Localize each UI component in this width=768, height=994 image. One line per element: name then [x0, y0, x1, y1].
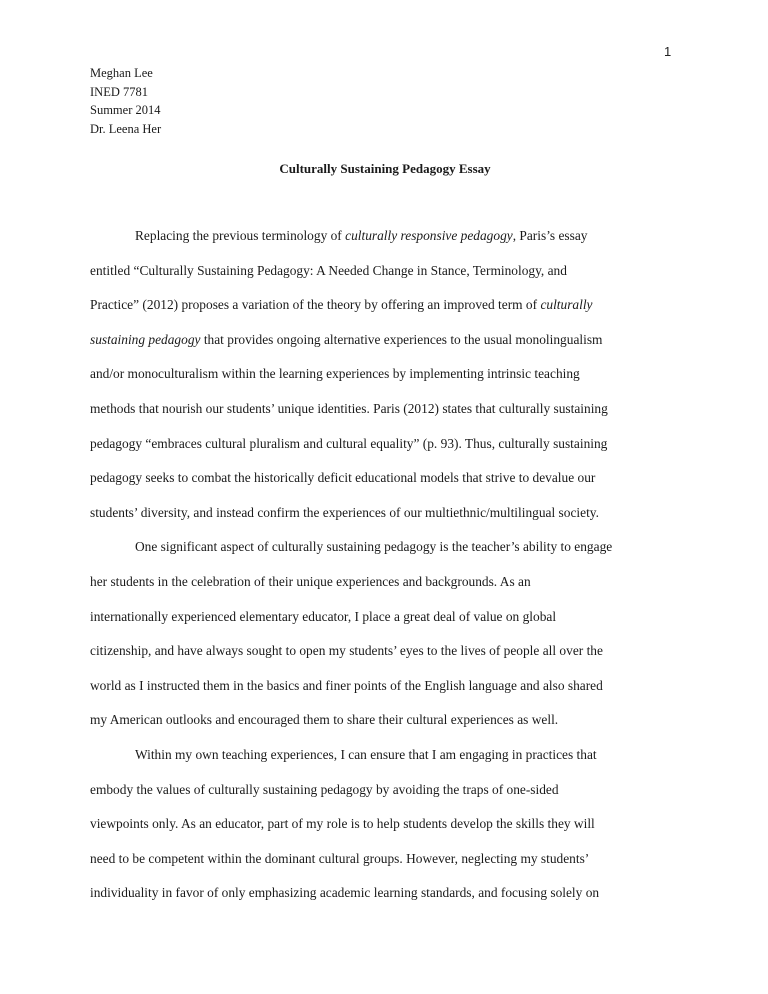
paragraph-3-line: need to be competent within the dominant cultural groups. However, neglecting my students’: [90, 850, 590, 866]
essay-heading: [90, 64, 161, 138]
essay-body: [90, 227, 690, 919]
italic-term: culturally responsive pedagogy: [345, 228, 513, 243]
paragraph-3-line: Within my own teaching experiences, I can ensure that I am engaging in practices that: [135, 746, 597, 762]
course-code: INED 7781: [90, 84, 148, 99]
paragraph-1-line: methods that nourish our students’ unique identities. Paris (2012) states that culturally sustaining: [90, 400, 608, 416]
term: Summer 2014: [90, 103, 161, 117]
paragraph-1-line: Replacing the previous terminology of culturally responsive pedagogy, Paris’s essay: [135, 228, 588, 243]
essay-title: Culturally Sustaining Pedagogy Essay: [279, 161, 491, 176]
paragraph-2-line: citizenship, and have always sought to open my students’ eyes to the lives of people all over the: [90, 643, 603, 659]
paragraph-1-line: Practice” (2012) proposes a variation of the theory by offering an improved term of culturally: [90, 297, 593, 313]
italic-term: sustaining pedagogy: [90, 331, 201, 347]
paragraph-2-line: internationally experienced elementary educator, I place a great deal of value on global: [90, 608, 557, 624]
paragraph-1-line: and/or monoculturalism within the learning experiences by implementing intrinsic teaching: [90, 366, 580, 382]
instructor-name: Dr. Leena Her: [90, 121, 162, 136]
author-name: Meghan Lee: [90, 66, 153, 80]
paragraph-2-line: world as I instructed them in the basics and finer points of the English language and also shared: [90, 677, 603, 693]
paragraph-1-line: entitled “Culturally Sustaining Pedagogy: A Needed Change in Stance, Terminology, and: [90, 262, 567, 278]
paragraph-3-line: viewpoints only. As an educator, part of my role is to help students develop the skills they will: [90, 816, 595, 832]
paragraph-1-line: sustaining pedagogy that provides ongoing alternative experiences to the usual monolingualism: [90, 331, 603, 347]
paragraph-1-line: pedagogy seeks to combat the historically deficit educational models that strive to devalue our: [90, 470, 596, 486]
paragraph-2-line: One significant aspect of culturally sustaining pedagogy is the teacher’s ability to engage: [135, 539, 613, 555]
paragraph-3-line: individuality in favor of only emphasizing academic learning standards, and focusing solely on: [90, 885, 600, 901]
paragraph-3-line: embody the values of culturally sustaining pedagogy by avoiding the traps of one-sided: [90, 781, 559, 797]
paragraph-1-line: pedagogy “embraces cultural pluralism and cultural equality” (p. 93). Thus, culturally sustaining: [90, 435, 608, 451]
paragraph-2-line: my American outlooks and encouraged them to share their cultural experiences as well.: [90, 712, 559, 728]
italic-term: culturally: [540, 297, 593, 313]
paragraph-2-line: her students in the celebration of their unique experiences and backgrounds. As an: [90, 573, 531, 589]
paragraph-1-line: students’ diversity, and instead confirm the experiences of our multiethnic/multilingual society.: [90, 504, 599, 520]
page-number: 1: [664, 44, 672, 59]
